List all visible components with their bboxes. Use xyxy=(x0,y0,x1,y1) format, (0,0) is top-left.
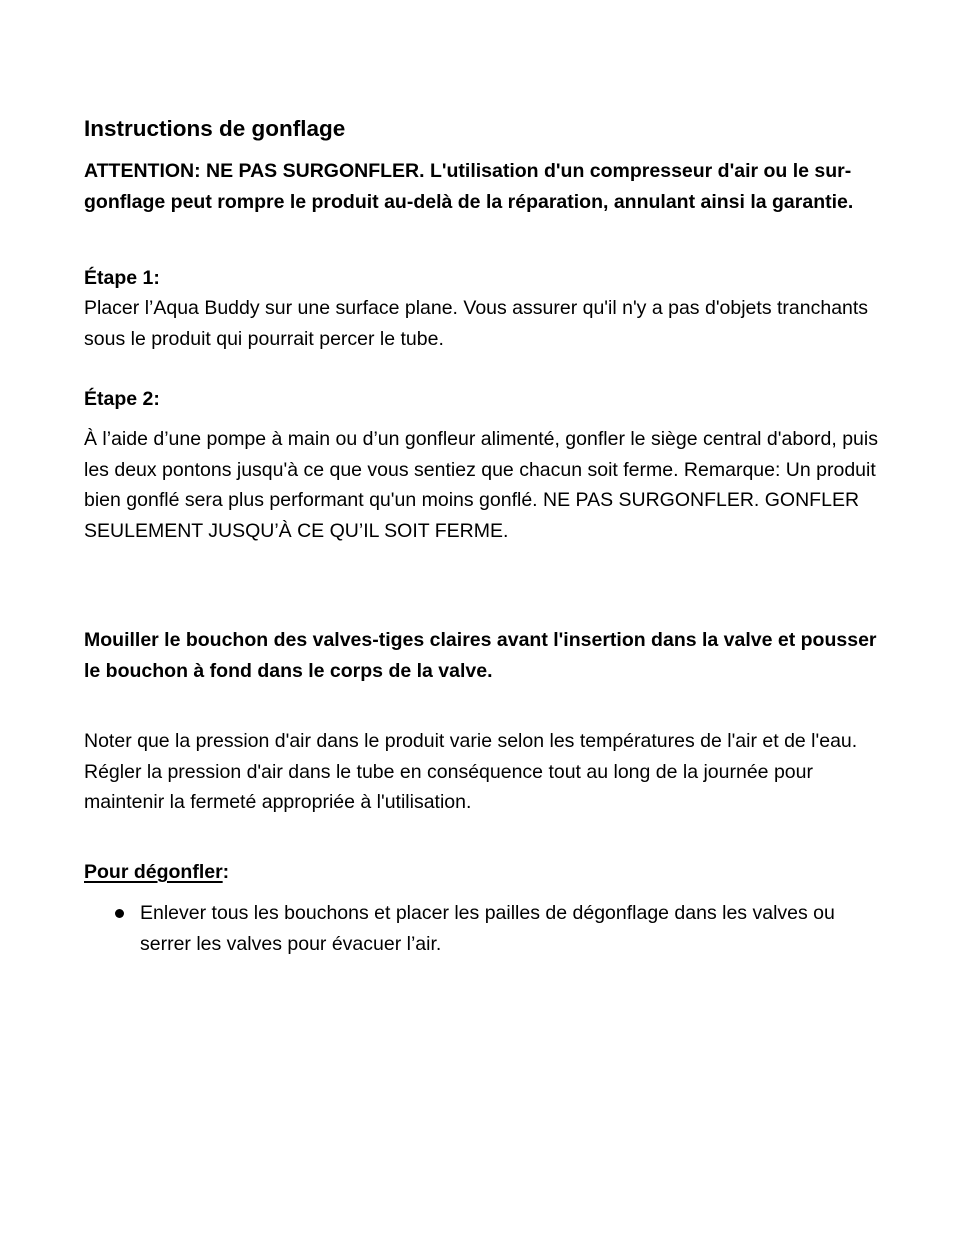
deflate-heading-text: Pour dégonfler xyxy=(84,861,223,883)
step-2-text: À l’aide d’une pompe à main ou d’un gonfleur alimenté, gonfler le siège central d'abord, puis les deux pontons jusqu'à ce que vous sentiez que chacun soit ferme. Remarque: Un produit bien gonflé sera plus performant qu'un moins gonflé. NE PAS SURGONFLER. GONFLER SEULEMENT JUSQU’À CE QU’IL SOIT FERME. xyxy=(84,428,878,542)
bullet-icon xyxy=(115,909,124,918)
deflate-heading-colon: : xyxy=(222,861,230,883)
step-1-text: Placer l’Aqua Buddy sur une surface plane. Vous assurer qu'il n'y a pas d'objets tranchants sous le produit qui pourrait percer le tube. xyxy=(84,297,869,350)
step-1-label: Étape 1: xyxy=(84,267,160,289)
warning-paragraph: ATTENTION: NE PAS SURGONFLER. L'utilisation d'un compresseur d'air ou le sur-gonflage peut rompre le produit au-delà de la réparation, annulant ainsi la garantie. xyxy=(84,160,854,213)
valve-note: Mouiller le bouchon des valves-tiges claires avant l'insertion dans la valve et pousser le bouchon à fond dans le corps de la valve. xyxy=(84,629,877,682)
deflate-heading xyxy=(84,857,229,887)
page-title: Instructions de gonflage xyxy=(84,116,346,141)
list-item xyxy=(84,898,840,959)
pressure-note: Noter que la pression d'air dans le produit varie selon les températures de l'air et de l'eau. Régler la pression d'air dans le tube en conséquence tout au long de la journée pour maintenir la fermeté appropriée à l'utilisation. xyxy=(84,730,858,813)
step-2-label: Étape 2: xyxy=(84,388,160,410)
deflate-bullet-list xyxy=(84,898,884,959)
list-item-text: Enlever tous les bouchons et placer les pailles de dégonflage dans les valves ou serrer les valves pour évacuer l’air. xyxy=(140,902,835,955)
